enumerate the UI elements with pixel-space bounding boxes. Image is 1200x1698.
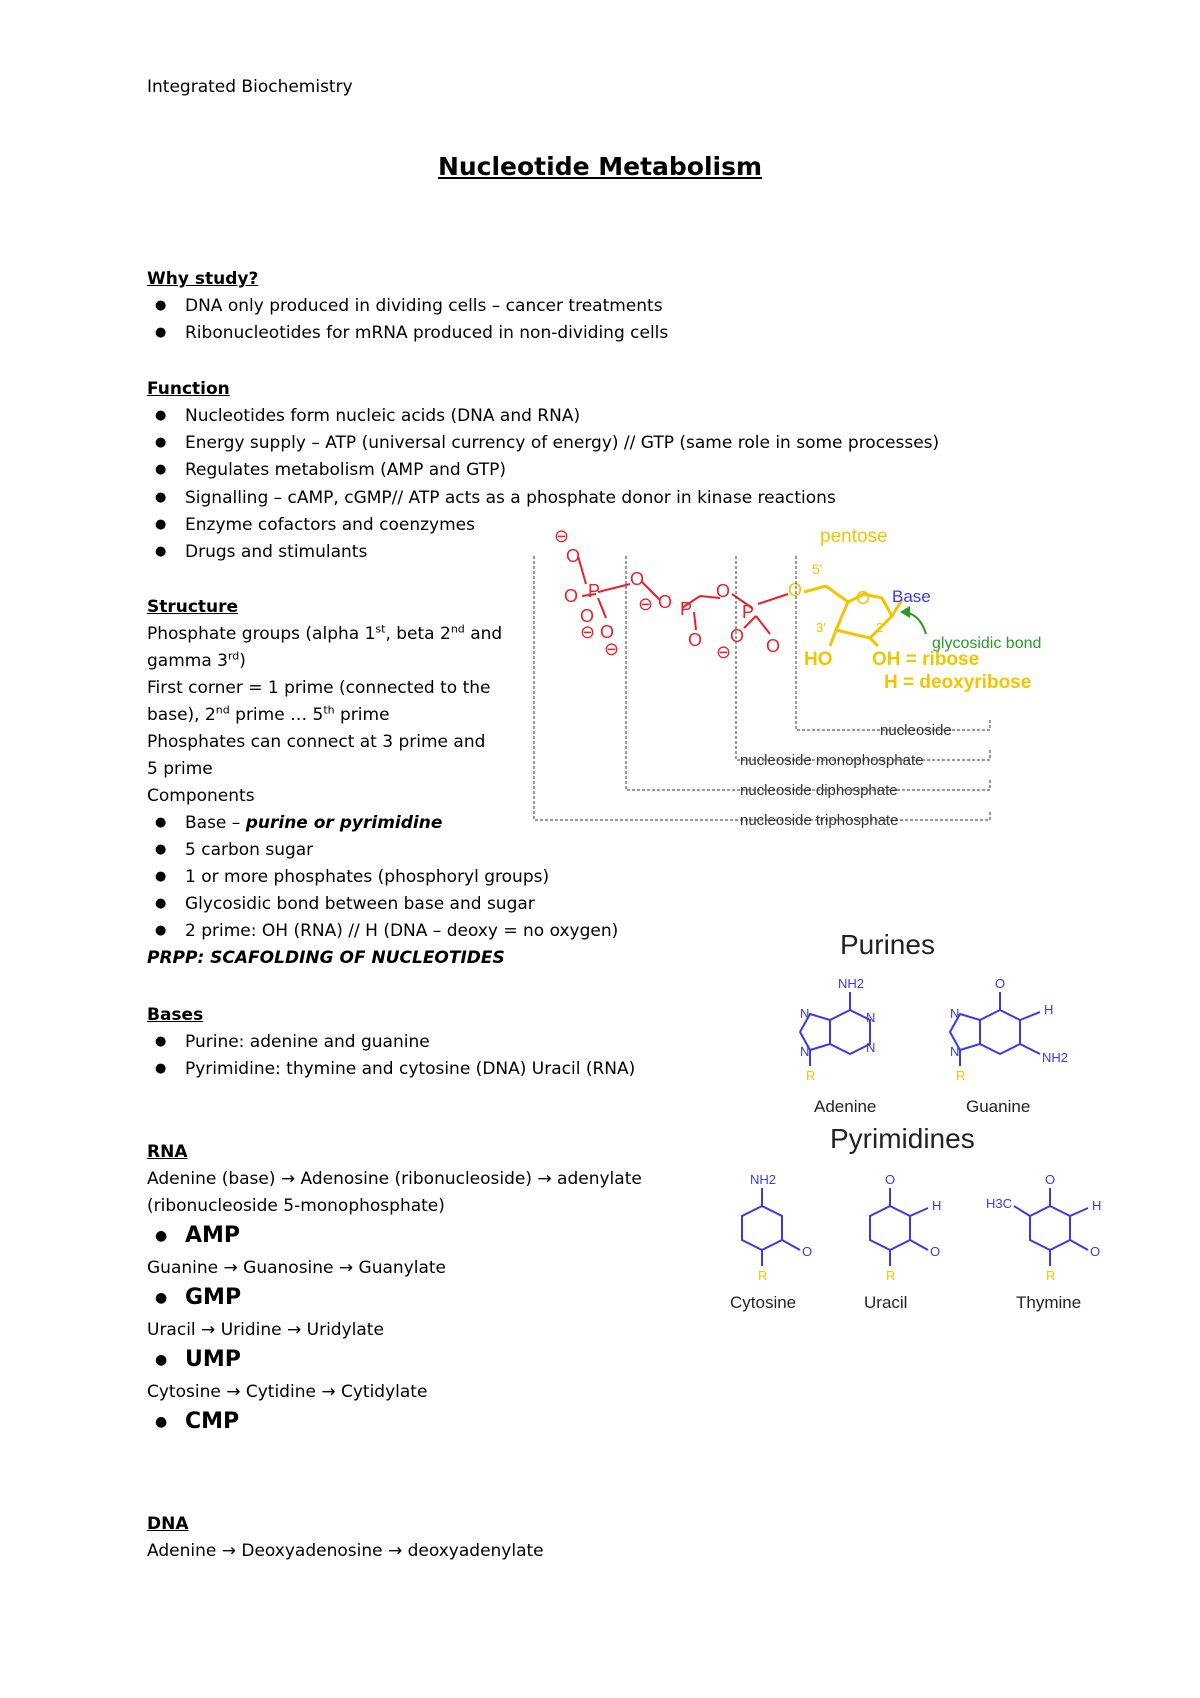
ndp-label: nucleoside diphosphate <box>740 782 898 799</box>
structure-heading: Structure <box>147 597 239 617</box>
dna-text: Adenine → Deoxyadenosine → deoxyadenylate <box>147 1541 544 1561</box>
svg-text:H: H <box>1044 1002 1054 1017</box>
o-atom: O <box>688 630 703 650</box>
o-atom: O <box>630 569 645 589</box>
svg-text:N: N <box>950 1044 960 1059</box>
rna-text: Guanine → Guanosine → Guanylate <box>147 1258 447 1278</box>
svg-text:R: R <box>886 1268 896 1283</box>
svg-text:R: R <box>1046 1268 1056 1283</box>
structure-text: gamma 3rd) <box>147 649 246 671</box>
o-atom: O <box>564 586 579 606</box>
rna-text: (ribonucleoside 5-monophosphate) <box>147 1196 445 1216</box>
adenine-structure <box>800 976 876 1116</box>
svg-text:NH2: NH2 <box>1042 1050 1069 1065</box>
svg-text:N: N <box>800 1044 810 1059</box>
o-atom: O <box>856 588 871 608</box>
three-prime: 3' <box>816 620 826 635</box>
o-atom: O <box>600 622 615 642</box>
nucleoside-label: nucleoside <box>880 722 952 739</box>
svg-text:R: R <box>758 1268 768 1283</box>
nucleotide-diagram <box>530 520 1150 840</box>
list-item: ● Enzyme cofactors and coenzymes <box>155 515 475 535</box>
neg-charge: ⊖ <box>716 642 732 662</box>
uracil-label: Uracil <box>864 1293 908 1312</box>
list-item: ● Nucleotides form nucleic acids (DNA and RNA) <box>155 406 581 426</box>
pentose-label: pentose <box>820 526 888 547</box>
p-atom: P <box>680 599 693 619</box>
page-title: Nucleotide Metabolism <box>437 152 763 181</box>
list-item: ● UMP <box>155 1347 241 1372</box>
list-item: ● 1 or more phosphates (phosphoryl groups) <box>155 867 550 887</box>
svg-text:H: H <box>932 1198 942 1213</box>
svg-text:O: O <box>885 1172 896 1187</box>
nmp-label: nucleoside monophosphate <box>740 752 924 769</box>
prpp-note: PRPP: SCAFOLDING OF NUCLEOTIDES <box>147 948 505 968</box>
rna-text: Adenine (base) → Adenosine (ribonucleoside) → adenylate <box>147 1169 642 1189</box>
list-item: ● Pyrimidine: thymine and cytosine (DNA) Uracil (RNA) <box>155 1059 636 1079</box>
base-label: Base <box>892 587 931 606</box>
purines-title: Purines <box>840 929 935 960</box>
course-header: Integrated Biochemistry <box>147 77 353 97</box>
svg-text:O: O <box>1090 1244 1101 1259</box>
ho-label: HO <box>804 649 833 670</box>
pyrimidines-title: Pyrimidines <box>830 1123 975 1154</box>
list-item: ● Base – purine or pyrimidine <box>155 813 443 833</box>
svg-text:NH2: NH2 <box>750 1172 777 1187</box>
h-deoxyribose-label: H = deoxyribose <box>884 672 1032 693</box>
svg-text:R: R <box>806 1068 816 1083</box>
list-item: ● Ribonucleotides for mRNA produced in non-dividing cells <box>155 323 669 343</box>
o-atom: O <box>658 592 673 612</box>
neg-charge: ⊖ <box>554 526 570 546</box>
list-item: ● Signalling – cAMP, cGMP// ATP acts as a phosphate donor in kinase reactions <box>155 488 836 508</box>
svg-text:H3C: H3C <box>986 1196 1013 1211</box>
structure-text: Phosphates can connect at 3 prime and <box>147 732 486 752</box>
svg-text:O: O <box>930 1244 941 1259</box>
why-study-heading: Why study? <box>147 269 259 289</box>
structure-text: Phosphate groups (alpha 1st, beta 2nd and <box>147 622 503 644</box>
list-item: ● DNA only produced in dividing cells – cancer treatments <box>155 296 663 316</box>
list-item: ● GMP <box>155 1285 242 1310</box>
function-heading: Function <box>147 379 230 399</box>
structure-text: 5 prime <box>147 759 213 779</box>
svg-text:N: N <box>800 1006 810 1021</box>
neg-charge: ⊖ <box>638 594 654 614</box>
neg-charge: ⊖ <box>580 622 596 642</box>
guanine-label: Guanine <box>966 1097 1031 1116</box>
oh-ribose-label: OH = ribose <box>872 649 980 670</box>
thymine-structure <box>986 1172 1101 1312</box>
guanine-structure <box>950 976 1068 1116</box>
adenine-label: Adenine <box>814 1097 877 1116</box>
svg-text:O: O <box>802 1244 813 1259</box>
svg-text:O: O <box>995 976 1006 991</box>
list-item: ● 5 carbon sugar <box>155 840 314 860</box>
cytosine-structure <box>730 1172 812 1312</box>
cytosine-label: Cytosine <box>730 1293 797 1312</box>
structure-text: base), 2nd prime … 5th prime <box>147 703 390 725</box>
o-atom: O <box>766 636 781 656</box>
svg-text:R: R <box>956 1068 966 1083</box>
svg-text:NH2: NH2 <box>838 976 865 991</box>
structure-text: First corner = 1 prime (connected to the <box>147 678 491 698</box>
o-atom: O <box>730 626 745 646</box>
rna-heading: RNA <box>147 1142 188 1162</box>
list-item: ● Purine: adenine and guanine <box>155 1032 430 1052</box>
svg-text:N: N <box>866 1040 876 1055</box>
o-atom: O <box>788 580 803 600</box>
svg-text:O: O <box>1045 1172 1056 1187</box>
neg-charge: ⊖ <box>604 639 620 659</box>
list-item: ● Glycosidic bond between base and sugar <box>155 894 535 914</box>
thymine-label: Thymine <box>1016 1293 1082 1312</box>
uracil-structure <box>864 1172 941 1312</box>
list-item: ● Regulates metabolism (AMP and GTP) <box>155 460 506 480</box>
rna-text: Cytosine → Cytidine → Cytidylate <box>147 1382 428 1402</box>
two-prime: 2' <box>876 620 886 635</box>
bases-heading: Bases <box>147 1005 204 1025</box>
rna-text: Uracil → Uridine → Uridylate <box>147 1320 384 1340</box>
list-item: ● CMP <box>155 1409 240 1434</box>
five-prime: 5' <box>812 561 823 577</box>
list-item: ● 2 prime: OH (RNA) // H (DNA – deoxy = no oxygen) <box>155 921 619 941</box>
o-atom: O <box>580 606 595 626</box>
o-atom: O <box>716 581 731 601</box>
svg-text:H: H <box>1092 1198 1102 1213</box>
list-item: ● Drugs and stimulants <box>155 542 368 562</box>
glycosidic-bond-label: glycosidic bond <box>932 635 1042 652</box>
svg-text:N: N <box>866 1010 876 1025</box>
dna-heading: DNA <box>147 1514 189 1534</box>
bases-diagram <box>710 920 1130 1340</box>
p-atom: P <box>742 602 755 622</box>
o-atom: O <box>566 546 581 566</box>
p-atom: P <box>588 581 601 601</box>
components-label: Components <box>147 786 255 806</box>
ntp-label: nucleoside triphosphate <box>740 812 899 829</box>
list-item: ● AMP <box>155 1223 241 1248</box>
svg-text:N: N <box>950 1006 960 1021</box>
list-item: ● Energy supply – ATP (universal currency of energy) // GTP (same role in some processes) <box>155 433 940 453</box>
